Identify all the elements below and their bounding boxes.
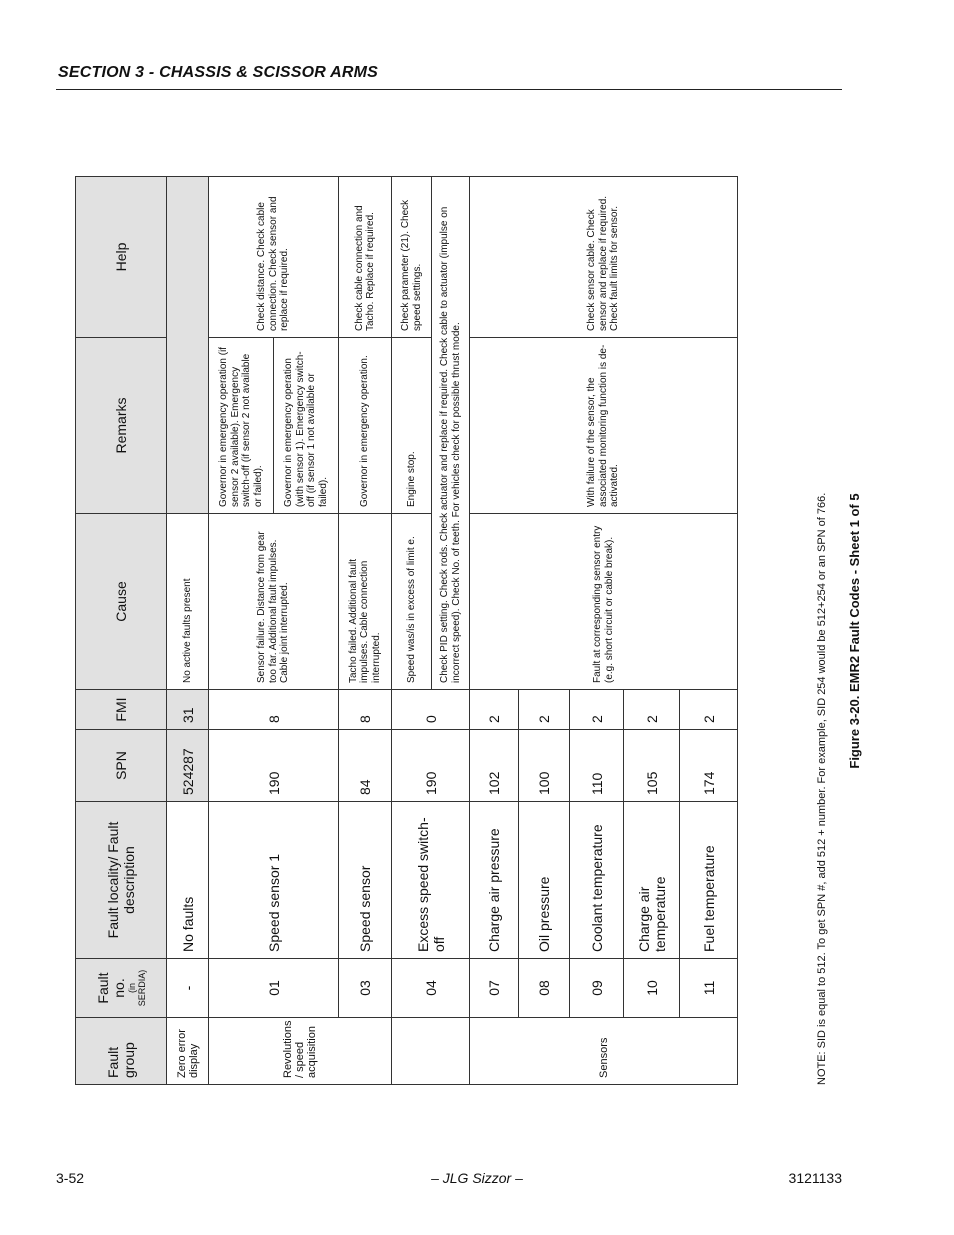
cell-fault-no: 09 [570, 959, 624, 1018]
cell-description: Charge air temperature [624, 802, 680, 959]
cell-description: Speed sensor [339, 802, 392, 959]
cell-sensors-cause: Fault at corresponding sensor entry (e.g. short circuit or cable break). [470, 514, 738, 690]
header-help: Help [76, 177, 167, 338]
cell-cause: No active faults present [167, 514, 209, 690]
document-number: 3121133 [788, 1170, 842, 1186]
table-row [209, 177, 274, 1085]
cell-spn: 174 [680, 730, 738, 802]
cell-description: No faults [167, 802, 209, 959]
cell-fmi: 2 [470, 690, 519, 730]
cell-description: Fuel temperature [680, 802, 738, 959]
cell-sensors-help: Check sensor cable. Check sensor and replace if required. Check fault limits for sensor. [470, 177, 738, 338]
group-zero-error: Zero error display [167, 1018, 209, 1085]
figure-caption: Figure 3-20. EMR2 Fault Codes - Sheet 1 of 5 [847, 493, 862, 769]
cell-help: Check parameter (21). Check speed settings. [392, 177, 432, 338]
cell-help: Check distance. Check cable connection. Check sensor and replace if required. [209, 177, 339, 338]
cell-remarks: Governor in emergency operation. [339, 338, 392, 514]
cell-fault-no: - [167, 959, 209, 1018]
cell-fmi: 2 [519, 690, 570, 730]
fault-codes-table [75, 176, 738, 1085]
cell-remarks: Engine stop. [392, 338, 432, 514]
cell-spn: 190 [209, 730, 339, 802]
cell-spn: 524287 [167, 730, 209, 802]
cell-remarks: Governor in emergency operation (with sensor 1). Emergency switch-off (if sensor 1 not available or failed). [274, 338, 339, 514]
header-locality: Fault locality/ Fault description [76, 802, 167, 959]
header-cause: Cause [76, 514, 167, 690]
cell-description: Excess speed switch-off [392, 802, 470, 959]
header-rule [56, 89, 842, 90]
cell-spn: 190 [392, 730, 470, 802]
header-fault-no-sub: (in SERDIA) [127, 969, 147, 1007]
cell-fmi: 8 [339, 690, 392, 730]
cell-fault-no: 10 [624, 959, 680, 1018]
cell-description: Charge air pressure [470, 802, 519, 959]
cell-description: Oil pressure [519, 802, 570, 959]
cell-cause-span: Check PID setting. Check rods. Check actuator and replace if required. Check cable to actuator (impulse on incorrect speed). Check No. of teeth. For vehicles check for possible thrust mode. [432, 177, 470, 690]
cell-fmi: 31 [167, 690, 209, 730]
header-fmi: FMI [76, 690, 167, 730]
cell-spn: 110 [570, 730, 624, 802]
cell-fmi: 0 [392, 690, 470, 730]
cell-spn: 100 [519, 730, 570, 802]
header-fault-no-label: Fault no. [95, 972, 127, 1004]
rotated-table-block [75, 175, 862, 1085]
footer-title: – JLG Sizzor – [431, 1170, 523, 1186]
page-number: 3-52 [56, 1170, 85, 1186]
cell-fault-no: 07 [470, 959, 519, 1018]
group-sensors: Sensors [470, 1018, 738, 1085]
cell-cause: Sensor failure. Distance from gear too far. Additional fault impulses. Cable joint interrupted. [209, 514, 339, 690]
cell-spn: 84 [339, 730, 392, 802]
cell-fault-no: 01 [209, 959, 339, 1018]
cell-remarks: Governor in emergency operation (if sensor 2 available). Emergency switch-off (if sensor 2 not available or failed). [209, 338, 274, 514]
cell-help: Check cable connection and Tacho. Replace if required. [339, 177, 392, 338]
cell-description: Speed sensor 1 [209, 802, 339, 959]
group-empty [392, 1018, 470, 1085]
table-note: NOTE: SID is equal to 512. To get SPN #, add 512 + number. For example, SID 254 would be 512+254 or an SPN of 766. [816, 492, 828, 1085]
cell-description: Coolant temperature [570, 802, 624, 959]
cell-fmi: 2 [624, 690, 680, 730]
table-row [339, 177, 392, 1085]
cell-sensors-remarks: With failure of the sensor, the associated monitoring function is de-activated. [470, 338, 738, 514]
table-row [470, 177, 519, 1085]
cell-fault-no: 03 [339, 959, 392, 1018]
section-header: SECTION 3 - CHASSIS & SCISSOR ARMS [58, 64, 379, 81]
table-row [167, 177, 209, 1085]
cell-fault-no: 04 [392, 959, 470, 1018]
header-spn: SPN [76, 730, 167, 802]
cell-cause: Speed was/is in excess of limit e. [392, 514, 432, 690]
header-fault-group: Fault group [76, 1018, 167, 1085]
cell-cause: Tacho failed. Additional fault impulses. Cable connection interrupted. [339, 514, 392, 690]
cell-fmi: 8 [209, 690, 339, 730]
table-header-row [76, 177, 167, 1085]
cell-fault-no: 11 [680, 959, 738, 1018]
cell-fmi: 2 [680, 690, 738, 730]
cell-remarks-help-empty [167, 177, 209, 514]
cell-spn: 105 [624, 730, 680, 802]
cell-fmi: 2 [570, 690, 624, 730]
table-row [392, 177, 432, 1085]
header-remarks: Remarks [76, 338, 167, 514]
cell-fault-no: 08 [519, 959, 570, 1018]
cell-spn: 102 [470, 730, 519, 802]
header-fault-no [76, 959, 167, 1018]
group-revolutions: Revolutions / speed acquisition [209, 1018, 392, 1085]
